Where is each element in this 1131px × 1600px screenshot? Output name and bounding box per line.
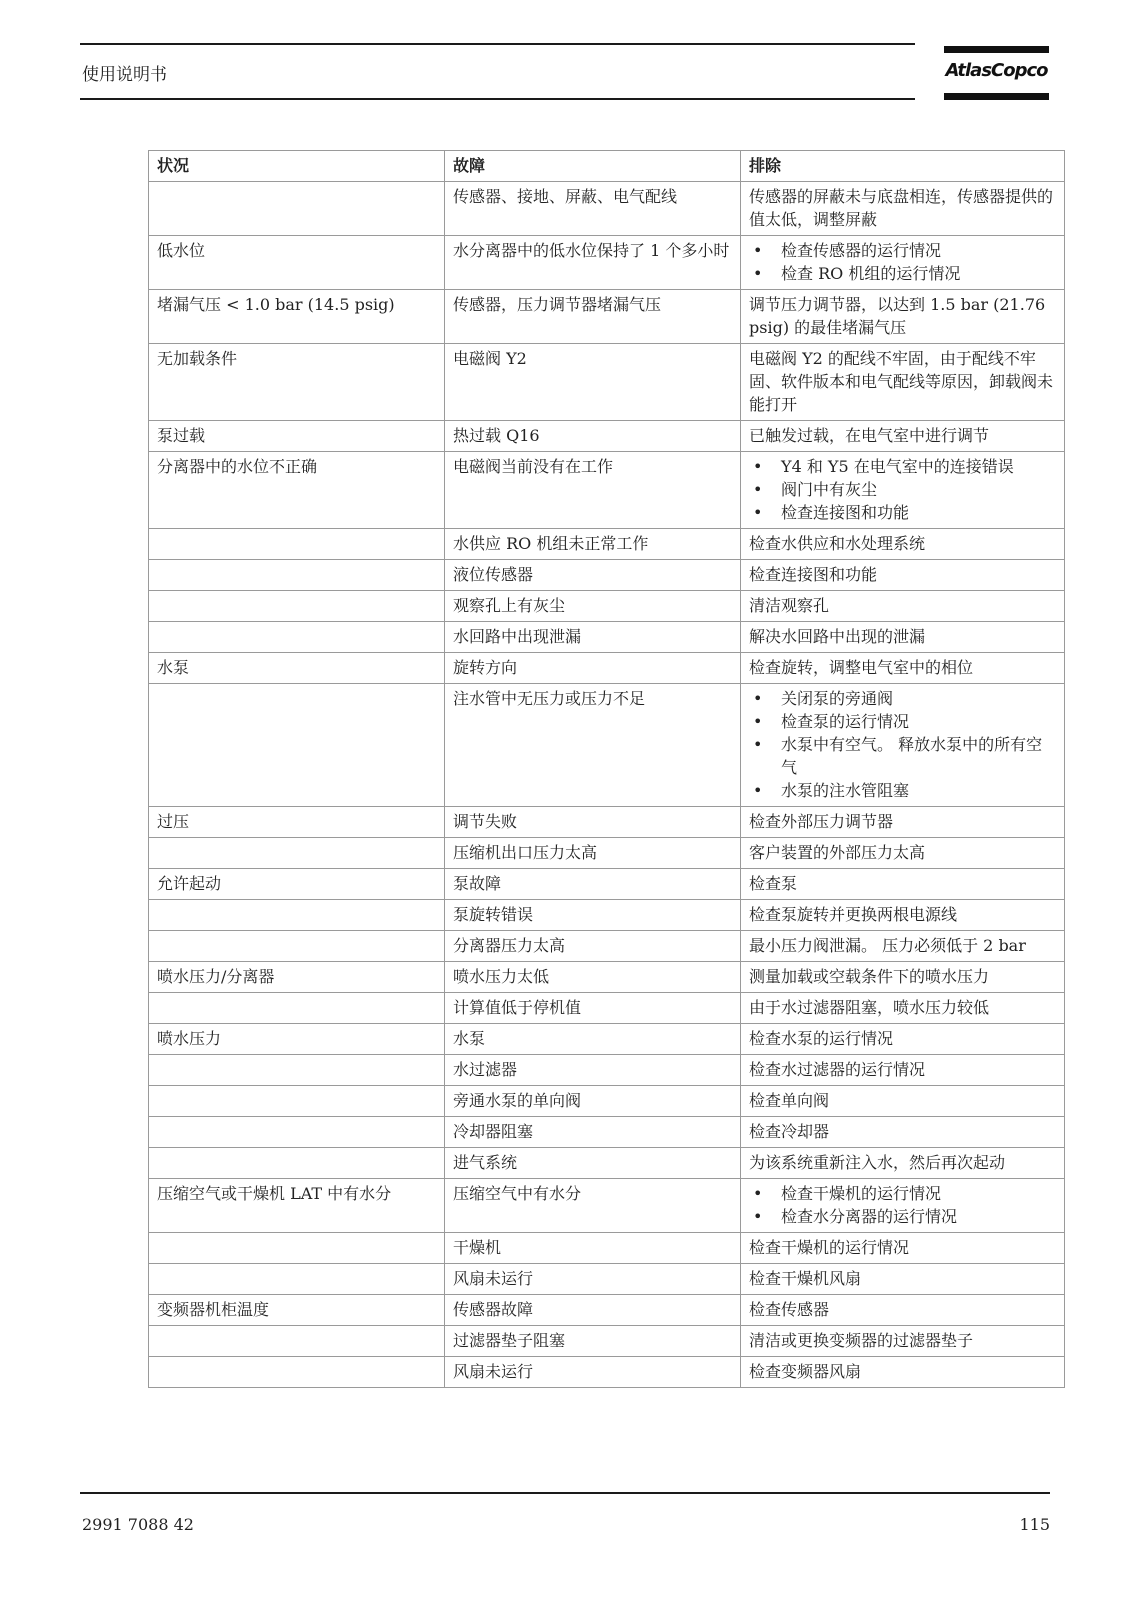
table-row [149, 653, 1065, 684]
remedy-cell: 检查旋转，调整电气室中的相位 [741, 653, 1065, 684]
condition-cell: 允许起动 [149, 869, 445, 900]
remedy-cell: 为该系统重新注入水，然后再次起动 [741, 1148, 1065, 1179]
remedy-cell: 检查冷却器 [741, 1117, 1065, 1148]
condition-cell [149, 591, 445, 622]
fault-cell: 传感器、接地、屏蔽、电气配线 [445, 182, 741, 236]
remedy-list-item: • 检查连接图和功能 [749, 501, 1058, 524]
document-number: 2991 7088 42 [82, 1515, 194, 1534]
table-row [149, 591, 1065, 622]
remedy-cell: 检查水过滤器的运行情况 [741, 1055, 1065, 1086]
condition-cell [149, 1326, 445, 1357]
remedy-cell: 检查连接图和功能 [741, 560, 1065, 591]
fault-cell: 分离器压力太高 [445, 931, 741, 962]
remedy-list-item: • 关闭泵的旁通阀 [749, 687, 1058, 710]
table-row [149, 684, 1065, 807]
fault-cell: 水过滤器 [445, 1055, 741, 1086]
fault-cell: 计算值低于停机值 [445, 993, 741, 1024]
remedy-cell [741, 452, 1065, 529]
table-row [149, 290, 1065, 344]
condition-cell [149, 1264, 445, 1295]
remedy-cell [741, 684, 1065, 807]
remedy-list-item: • 检查传感器的运行情况 [749, 239, 1058, 262]
remedy-list-item: • 检查水分离器的运行情况 [749, 1205, 1058, 1228]
logo-wordmark: AtlasCopco [945, 60, 1048, 81]
remedy-cell: 测量加载或空载条件下的喷水压力 [741, 962, 1065, 993]
fault-cell: 过滤器垫子阻塞 [445, 1326, 741, 1357]
table-row [149, 807, 1065, 838]
remedy-cell [741, 236, 1065, 290]
table-row [149, 1148, 1065, 1179]
table-row [149, 838, 1065, 869]
remedy-list-item: • 检查干燥机的运行情况 [749, 1182, 1058, 1205]
remedy-cell: 检查水供应和水处理系统 [741, 529, 1065, 560]
table-row [149, 993, 1065, 1024]
fault-cell: 风扇未运行 [445, 1357, 741, 1388]
document-type-title: 使用说明书 [82, 65, 167, 85]
condition-cell [149, 900, 445, 931]
condition-cell: 分离器中的水位不正确 [149, 452, 445, 529]
condition-cell [149, 1357, 445, 1388]
condition-cell [149, 684, 445, 807]
remedy-list-item: • 检查 RO 机组的运行情况 [749, 262, 1058, 285]
header-rule-top [80, 43, 915, 45]
fault-cell: 电磁阀 Y2 [445, 344, 741, 421]
table-row [149, 236, 1065, 290]
table-row [149, 900, 1065, 931]
table-row [149, 1117, 1065, 1148]
condition-cell [149, 838, 445, 869]
remedy-cell: 最小压力阀泄漏。 压力必须低于 2 bar [741, 931, 1065, 962]
remedy-cell: 检查干燥机的运行情况 [741, 1233, 1065, 1264]
remedy-cell: 清洁或更换变频器的过滤器垫子 [741, 1326, 1065, 1357]
condition-cell: 喷水压力/分离器 [149, 962, 445, 993]
logo-bar-bottom [944, 93, 1049, 100]
condition-cell [149, 1055, 445, 1086]
table-row [149, 1055, 1065, 1086]
remedy-cell: 传感器的屏蔽未与底盘相连，传感器提供的值太低，调整屏蔽 [741, 182, 1065, 236]
table-row [149, 1264, 1065, 1295]
remedy-cell: 电磁阀 Y2 的配线不牢固，由于配线不牢固、软件版本和电气配线等原因，卸载阀未能打开 [741, 344, 1065, 421]
table-row [149, 931, 1065, 962]
condition-cell [149, 182, 445, 236]
condition-cell [149, 993, 445, 1024]
remedy-list-item: • 水泵中有空气。 释放水泵中的所有空气 [749, 733, 1058, 779]
fault-cell: 喷水压力太低 [445, 962, 741, 993]
fault-cell: 液位传感器 [445, 560, 741, 591]
fault-cell: 观察孔上有灰尘 [445, 591, 741, 622]
fault-cell: 电磁阀当前没有在工作 [445, 452, 741, 529]
condition-cell [149, 560, 445, 591]
condition-cell: 无加载条件 [149, 344, 445, 421]
header-remedy: 排除 [741, 151, 1065, 182]
remedy-list-item: • Y4 和 Y5 在电气室中的连接错误 [749, 455, 1058, 478]
condition-cell: 堵漏气压 < 1.0 bar (14.5 psig) [149, 290, 445, 344]
header-fault: 故障 [445, 151, 741, 182]
table-body [149, 182, 1065, 1388]
condition-cell: 过压 [149, 807, 445, 838]
table-row [149, 182, 1065, 236]
condition-cell [149, 529, 445, 560]
remedy-list-item: • 水泵的注水管阻塞 [749, 779, 1058, 802]
condition-cell: 喷水压力 [149, 1024, 445, 1055]
fault-cell: 泵故障 [445, 869, 741, 900]
table-header-row [149, 151, 1065, 182]
fault-cell: 调节失败 [445, 807, 741, 838]
fault-cell: 泵旋转错误 [445, 900, 741, 931]
condition-cell: 变频器机柜温度 [149, 1295, 445, 1326]
condition-cell [149, 931, 445, 962]
condition-cell [149, 1117, 445, 1148]
fault-cell: 压缩机出口压力太高 [445, 838, 741, 869]
table-row [149, 560, 1065, 591]
table-row [149, 1295, 1065, 1326]
remedy-cell: 客户装置的外部压力太高 [741, 838, 1065, 869]
table-row [149, 1233, 1065, 1264]
table-row [149, 421, 1065, 452]
troubleshooting-table [148, 150, 1065, 1388]
header-condition: 状况 [149, 151, 445, 182]
remedy-cell: 检查变频器风扇 [741, 1357, 1065, 1388]
remedy-list [749, 239, 1058, 285]
fault-cell: 传感器，压力调节器堵漏气压 [445, 290, 741, 344]
remedy-cell [741, 1179, 1065, 1233]
fault-cell: 风扇未运行 [445, 1264, 741, 1295]
remedy-cell: 检查外部压力调节器 [741, 807, 1065, 838]
fault-cell: 水回路中出现泄漏 [445, 622, 741, 653]
condition-cell [149, 1086, 445, 1117]
header-rule-bottom [80, 98, 915, 100]
table-row [149, 1086, 1065, 1117]
table-row [149, 1024, 1065, 1055]
remedy-list-item: • 阀门中有灰尘 [749, 478, 1058, 501]
footer-rule [80, 1492, 1050, 1494]
condition-cell [149, 1148, 445, 1179]
remedy-cell: 检查水泵的运行情况 [741, 1024, 1065, 1055]
condition-cell: 低水位 [149, 236, 445, 290]
table-row [149, 1179, 1065, 1233]
remedy-list [749, 687, 1058, 802]
table-row [149, 1326, 1065, 1357]
condition-cell: 泵过载 [149, 421, 445, 452]
remedy-cell: 检查干燥机风扇 [741, 1264, 1065, 1295]
fault-cell: 水分离器中的低水位保持了 1 个多小时 [445, 236, 741, 290]
table-row [149, 622, 1065, 653]
remedy-list [749, 455, 1058, 524]
remedy-cell: 检查传感器 [741, 1295, 1065, 1326]
fault-cell: 进气系统 [445, 1148, 741, 1179]
remedy-cell: 检查单向阀 [741, 1086, 1065, 1117]
table-row [149, 344, 1065, 421]
condition-cell: 水泵 [149, 653, 445, 684]
table-row [149, 1357, 1065, 1388]
fault-cell: 热过载 Q16 [445, 421, 741, 452]
fault-cell: 旋转方向 [445, 653, 741, 684]
remedy-list-item: • 检查泵的运行情况 [749, 710, 1058, 733]
fault-cell: 水泵 [445, 1024, 741, 1055]
condition-cell: 压缩空气或干燥机 LAT 中有水分 [149, 1179, 445, 1233]
condition-cell [149, 622, 445, 653]
logo-bar-top [944, 46, 1049, 53]
remedy-cell: 由于水过滤器阻塞，喷水压力较低 [741, 993, 1065, 1024]
remedy-list [749, 1182, 1058, 1228]
fault-cell: 传感器故障 [445, 1295, 741, 1326]
condition-cell [149, 1233, 445, 1264]
fault-cell: 冷却器阻塞 [445, 1117, 741, 1148]
fault-cell: 水供应 RO 机组未正常工作 [445, 529, 741, 560]
table-row [149, 452, 1065, 529]
table-row [149, 869, 1065, 900]
remedy-cell: 解决水回路中出现的泄漏 [741, 622, 1065, 653]
fault-cell: 压缩空气中有水分 [445, 1179, 741, 1233]
table-row [149, 529, 1065, 560]
fault-cell: 旁通水泵的单向阀 [445, 1086, 741, 1117]
remedy-cell: 清洁观察孔 [741, 591, 1065, 622]
page-number: 115 [1019, 1515, 1050, 1534]
table-row [149, 962, 1065, 993]
remedy-cell: 调节压力调节器，以达到 1.5 bar (21.76 psig) 的最佳堵漏气压 [741, 290, 1065, 344]
remedy-cell: 检查泵 [741, 869, 1065, 900]
atlas-copco-logo [944, 46, 1049, 100]
fault-cell: 注水管中无压力或压力不足 [445, 684, 741, 807]
remedy-cell: 已触发过载，在电气室中进行调节 [741, 421, 1065, 452]
remedy-cell: 检查泵旋转并更换两根电源线 [741, 900, 1065, 931]
fault-cell: 干燥机 [445, 1233, 741, 1264]
